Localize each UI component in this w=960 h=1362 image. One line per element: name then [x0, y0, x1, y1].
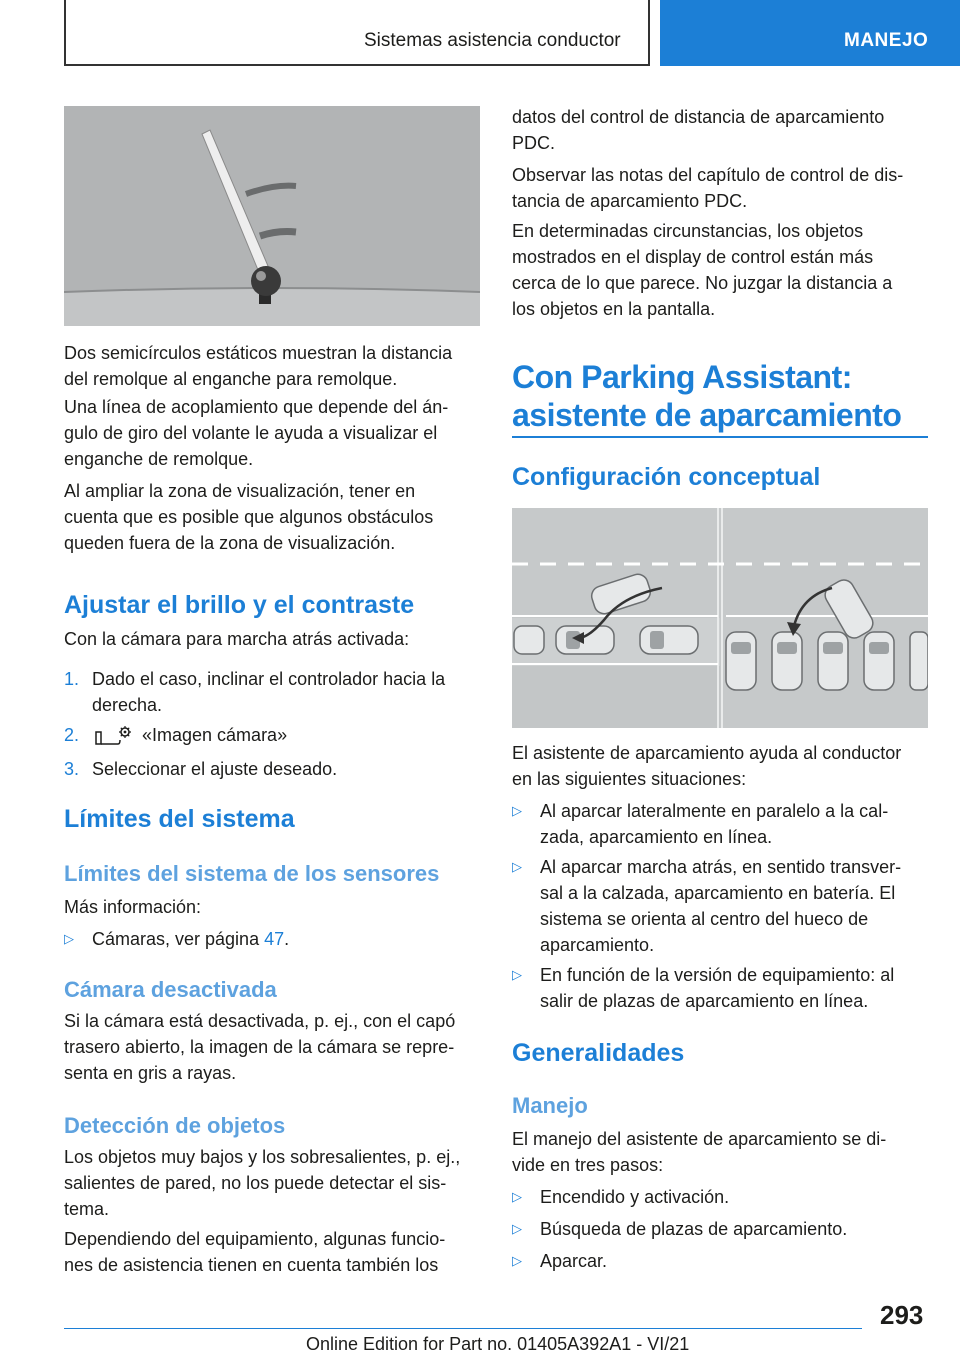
bullet-text: sal a la calzada, aparcamiento en batería. El: [540, 883, 896, 903]
assistant-intro-paragraph: [512, 740, 928, 792]
text-line: El manejo del asistente de aparcamiento se di-: [512, 1129, 887, 1149]
situation-item: [512, 798, 928, 854]
bullet-text: En función de la versión de equipamiento: al: [540, 965, 895, 985]
step-text: Dado el caso, inclinar el controlador hacia la: [92, 669, 446, 689]
brightness-intro: Con la cámara para marcha atrás activada:: [64, 629, 410, 649]
footer-edition: Online Edition for Part no. 01405A392A1 - VI/21: [306, 1334, 690, 1354]
step-text: derecha.: [92, 695, 163, 715]
text-line: vide en tres pasos:: [512, 1155, 664, 1175]
page-number: 293: [880, 1300, 924, 1330]
text-line: En determinadas circunstancias, los objetos: [512, 221, 864, 241]
equipment-paragraph: [64, 1226, 480, 1278]
chapter-tab-label: MANEJO: [844, 30, 929, 51]
heading-brightness: Ajustar el brillo y el contraste: [64, 591, 415, 619]
heading-camera-off: Cámara desactivada: [64, 977, 277, 1002]
camera-off-paragraph: [64, 1008, 480, 1086]
operation-step: [512, 1248, 928, 1276]
operation-step: [512, 1184, 928, 1212]
text-line: datos del control de distancia de aparcamiento: [512, 107, 885, 127]
text-line: gulo de giro del volante le ayuda a visualizar el: [64, 423, 438, 443]
triangle-bullet-icon: ▷: [64, 931, 74, 946]
pdc-notes-paragraph: [512, 162, 928, 214]
bullet-text: zada, aparcamiento en línea.: [540, 827, 773, 847]
step-3: [64, 756, 480, 786]
circumstances-paragraph: [512, 218, 928, 322]
text-line: Los objetos muy bajos y los sobresalientes, p. ej.,: [64, 1147, 461, 1167]
text-line: Dependiendo del equipamiento, algunas funcio-: [64, 1229, 446, 1249]
text-line: trasero abierto, la imagen de la cámara se repre-: [64, 1037, 455, 1057]
step-text: Seleccionar el ajuste deseado.: [92, 759, 338, 779]
text-line: Una línea de acoplamiento que depende del án-: [64, 397, 449, 417]
parking-concept-diagram: [512, 508, 928, 728]
triangle-bullet-icon: ▷: [512, 1221, 522, 1236]
text-line: Dos semicírculos estáticos muestran la distancia: [64, 343, 453, 363]
footer-rule: [64, 1328, 862, 1329]
situation-item: [512, 854, 928, 964]
bullet-text: Búsqueda de plazas de aparcamiento.: [540, 1219, 848, 1239]
heading-operation: Manejo: [512, 1093, 588, 1118]
text-line: Al ampliar la zona de visualización, tener en: [64, 481, 416, 501]
heading-sensor-limits: Límites del sistema de los sensores: [64, 861, 440, 886]
situation-item: [512, 962, 928, 1018]
text-line: del remolque al enganche para remolque.: [64, 369, 398, 389]
coupling-line-paragraph: [64, 394, 480, 472]
text-line: mostrados en el display de control están más: [512, 247, 874, 267]
step-1: [64, 666, 480, 726]
text-line: en las siguientes situaciones:: [512, 769, 747, 789]
camera-settings-icon: [94, 724, 134, 746]
bullet-text: aparcamiento.: [540, 935, 655, 955]
operation-paragraph: [512, 1126, 928, 1178]
bullet-text: Cámaras, ver página: [92, 929, 260, 949]
text-line: los objetos en la pantalla.: [512, 299, 716, 319]
text-line: tema.: [64, 1199, 110, 1219]
text-line: cerca de lo que parece. No juzgar la distancia a: [512, 273, 893, 293]
triangle-bullet-icon: ▷: [512, 859, 522, 874]
text-line: senta en gris a rayas.: [64, 1063, 237, 1083]
text-line: tancia de aparcamiento PDC.: [512, 191, 748, 211]
bullet-text: salir de plazas de aparcamiento en línea.: [540, 991, 869, 1011]
bullet-text: Encendido y activación.: [540, 1187, 730, 1207]
text-line: Observar las notas del capítulo de control de dis-: [512, 165, 904, 185]
step-number: 1.: [64, 669, 80, 689]
bullet-text: Al aparcar marcha atrás, en sentido transver-: [540, 857, 902, 877]
text-line: enganche de remolque.: [64, 449, 254, 469]
step-number: 2.: [64, 725, 80, 745]
heading-rule: [512, 436, 928, 438]
text-line: salientes de pared, no los puede detectar el sis-: [64, 1173, 447, 1193]
text-line: PDC.: [512, 133, 556, 153]
heading-line: asistente de aparcamiento: [512, 397, 902, 433]
heading-object-detection: Detección de objetos: [64, 1113, 286, 1138]
triangle-bullet-icon: ▷: [512, 1253, 522, 1268]
text-line: queden fuera de la zona de visualización.: [64, 533, 396, 553]
bullet-cameras: [64, 926, 480, 954]
bullet-end: .: [284, 929, 290, 949]
bullet-text: Al aparcar lateralmente en paralelo a la cal-: [540, 801, 889, 821]
figure-caption: [64, 340, 480, 392]
chapter-tab[interactable]: [660, 0, 960, 66]
bullet-text: sistema se orienta al centro del hueco de: [540, 909, 869, 929]
text-line: El asistente de aparcamiento ayuda al conductor: [512, 743, 902, 763]
bullet-text: Aparcar.: [540, 1251, 608, 1271]
triangle-bullet-icon: ▷: [512, 803, 522, 818]
triangle-bullet-icon: ▷: [512, 967, 522, 982]
heading-general: Generalidades: [512, 1039, 685, 1067]
operation-step: [512, 1216, 928, 1244]
triangle-bullet-icon: ▷: [512, 1189, 522, 1204]
zoom-paragraph: [64, 478, 480, 556]
heading-parking-assistant: [512, 358, 932, 434]
step-text: «Imagen cámara»: [142, 725, 288, 745]
detection-paragraph: [64, 1144, 480, 1222]
page-link-47[interactable]: 47: [264, 929, 285, 949]
pdc-continuation: [512, 104, 928, 156]
heading-line: Con Parking Assistant:: [512, 359, 852, 395]
text-line: Si la cámara está desactivada, p. ej., con el capó: [64, 1011, 456, 1031]
text-line: nes de asistencia tienen en cuenta también los: [64, 1255, 439, 1275]
heading-concept: Configuración conceptual: [512, 463, 821, 491]
trailer-hitch-camera-figure: [64, 106, 480, 326]
more-info-text: Más información:: [64, 897, 202, 917]
step-2: [64, 722, 480, 752]
text-line: cuenta que es posible que algunos obstáculos: [64, 507, 434, 527]
header-section-title: Sistemas asistencia conductor: [364, 30, 621, 51]
heading-system-limits: Límites del sistema: [64, 805, 295, 833]
step-number: 3.: [64, 759, 80, 779]
